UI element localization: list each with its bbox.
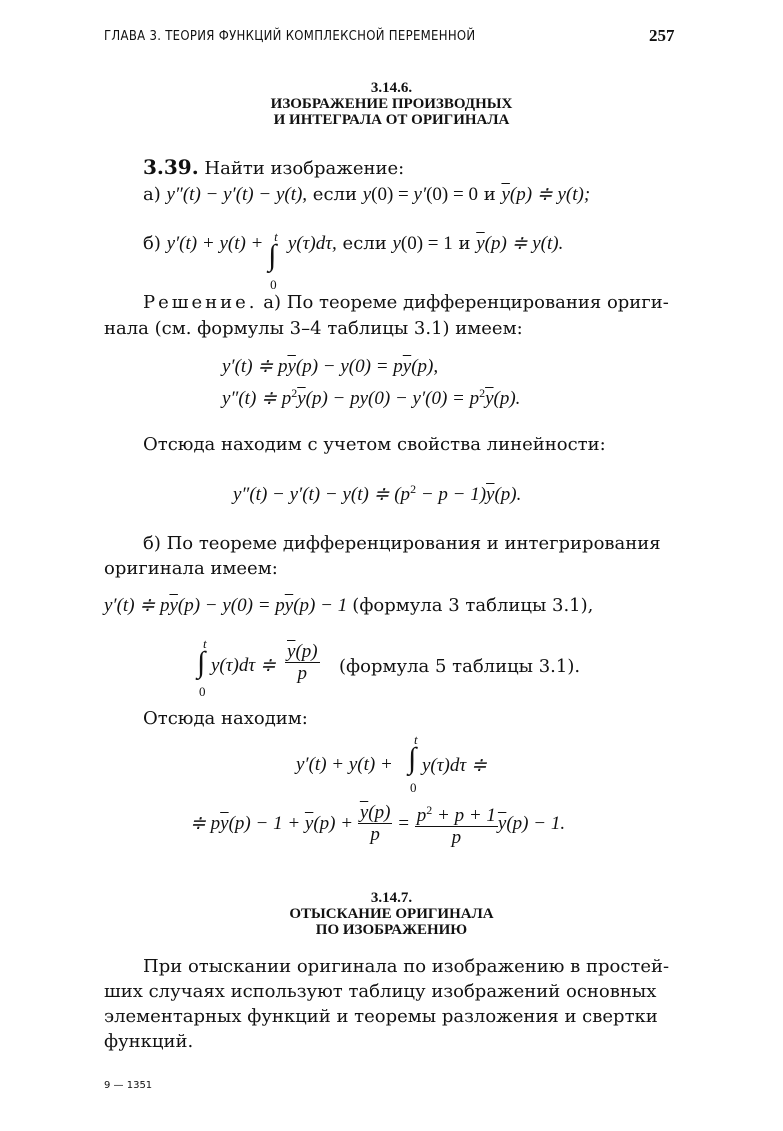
footer-signature: 9 — 1351 [104, 1080, 153, 1091]
closing-line1: При отыскании оригинала по изображению в простей- [143, 956, 670, 977]
paragraph-hence: Отсюда находим: [143, 708, 308, 729]
section2-title-line1: ОТЫСКАНИЕ ОРИГИНАЛА [289, 906, 494, 922]
problem-number: 3.39. [143, 155, 199, 179]
running-header: ГЛАВА 3. ТЕОРИЯ ФУНКЦИЙ КОМПЛЕКСНОЙ ПЕРЕМЕННОЙ [104, 29, 476, 44]
section2-number: 3.14.7. [370, 890, 413, 906]
section-number: 3.14.6. [370, 80, 413, 96]
problem-part-b: б) y′(t) + y(t) + t ∫ 0 y(τ)dτ, если y(0) = 1 и $\overline{y}(p)$ ≑ y(t). [143, 229, 564, 292]
section-title-line2: И ИНТЕГРАЛА ОТ ОРИГИНАЛА [273, 112, 510, 128]
formula-b-4: ≑ $p\overline{y}(p) - 1 + \overline{y}(p)$ + $\frac{\overline{y}(p)}{p}$ = $\frac{p^2 + p + 1}{p}$ $\overline{y}(p) - 1$. [190, 802, 566, 848]
formula-b-1: y′(t) ≑ $p\overline{y}(p) - y(0) = p\overline{y}(p) - 1$ (формула 3 таблицы 3.1), [104, 595, 594, 616]
section-title-line1: ИЗОБРАЖЕНИЕ ПРОИЗВОДНЫХ [270, 96, 513, 112]
paragraph-b-line1: б) По теореме дифференцирования и интегрирования [143, 533, 661, 554]
formula-derivative-2: y″(t) ≑ $p^2\overline{y}(p) - py(0) - y'(0) = p^2\overline{y}(p)$. [222, 386, 521, 409]
paragraph-b-line2: оригинала имеем: [104, 558, 278, 579]
section2-title-line2: ПО ИЗОБРАЖЕНИЮ [315, 922, 468, 938]
problem-part-a: а) y″(t) − y′(t) − y(t), если y(0) = y′(0) = 0 и $\overline{y}(p)$ ≑ y(t); [143, 184, 591, 205]
problem-statement [143, 155, 404, 179]
closing-line2: ших случаях используют таблицу изображений основных [104, 981, 657, 1002]
solution-line1: Решение. а) По теореме дифференцирования ориги- [143, 292, 669, 313]
closing-line4: функций. [104, 1031, 194, 1052]
solution-lead: Решение. [143, 292, 258, 313]
solution-line2: нала (см. формулы 3–4 таблицы 3.1) имеем: [104, 318, 523, 339]
formula-derivative-1: y′(t) ≑ $p\overline{y}(p) - y(0) = p\overline{y}(p)$, [222, 356, 439, 377]
page-number: 257 [649, 26, 675, 45]
closing-line3: элементарных функций и теоремы разложения и свертки [104, 1006, 658, 1027]
paragraph-linearity: Отсюда находим с учетом свойства линейности: [143, 434, 606, 455]
formula-result-a: y″(t) − y′(t) − y(t) ≑ $(p^2 - p - 1)\overline{y}(p)$. [233, 482, 522, 505]
problem-task: Найти изображение: [204, 158, 405, 179]
